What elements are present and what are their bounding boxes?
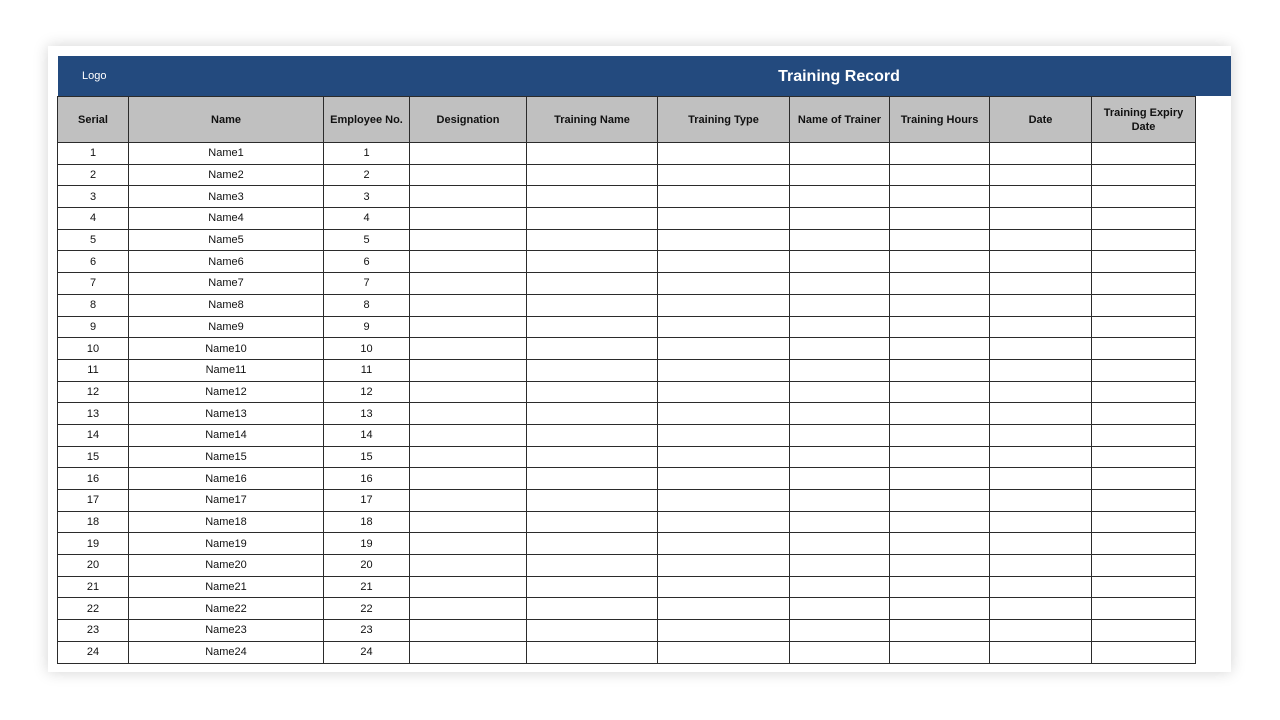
column-header-date: Date	[990, 97, 1092, 143]
cell-serial: 1	[58, 143, 129, 165]
cell-date	[990, 164, 1092, 186]
cell-training-name	[527, 598, 658, 620]
cell-name-of-trainer	[790, 403, 890, 425]
document-title: Training Record	[778, 68, 900, 85]
cell-employee-no: 23	[324, 620, 410, 642]
cell-designation	[410, 338, 527, 360]
cell-training-type	[658, 576, 790, 598]
cell-designation	[410, 468, 527, 490]
cell-training-name	[527, 468, 658, 490]
cell-training-hours	[890, 576, 990, 598]
cell-name-of-trainer	[790, 576, 890, 598]
cell-training-expiry-date	[1092, 598, 1196, 620]
cell-serial: 2	[58, 164, 129, 186]
cell-date	[990, 381, 1092, 403]
cell-name: Name9	[129, 316, 324, 338]
cell-training-type	[658, 641, 790, 663]
cell-serial: 4	[58, 208, 129, 230]
cell-name: Name7	[129, 273, 324, 295]
cell-training-type	[658, 620, 790, 642]
cell-training-name	[527, 381, 658, 403]
table-row	[58, 273, 1196, 295]
cell-serial: 20	[58, 555, 129, 577]
column-header-training-hours: Training Hours	[890, 97, 990, 143]
cell-training-name	[527, 316, 658, 338]
cell-serial: 21	[58, 576, 129, 598]
cell-name: Name15	[129, 446, 324, 468]
cell-employee-no: 7	[324, 273, 410, 295]
cell-training-expiry-date	[1092, 490, 1196, 512]
cell-serial: 14	[58, 424, 129, 446]
cell-date	[990, 208, 1092, 230]
cell-designation	[410, 294, 527, 316]
cell-training-hours	[890, 208, 990, 230]
cell-name: Name3	[129, 186, 324, 208]
cell-employee-no: 21	[324, 576, 410, 598]
table-row	[58, 143, 1196, 165]
column-header-training-expiry-date: Training Expiry Date	[1092, 97, 1196, 143]
cell-training-expiry-date	[1092, 143, 1196, 165]
cell-training-type	[658, 359, 790, 381]
cell-training-type	[658, 273, 790, 295]
cell-date	[990, 359, 1092, 381]
cell-designation	[410, 208, 527, 230]
cell-training-type	[658, 316, 790, 338]
cell-training-expiry-date	[1092, 208, 1196, 230]
cell-designation	[410, 533, 527, 555]
cell-name: Name2	[129, 164, 324, 186]
cell-date	[990, 186, 1092, 208]
cell-designation	[410, 511, 527, 533]
cell-date	[990, 598, 1092, 620]
cell-training-expiry-date	[1092, 186, 1196, 208]
cell-name: Name6	[129, 251, 324, 273]
cell-training-expiry-date	[1092, 338, 1196, 360]
cell-designation	[410, 576, 527, 598]
cell-designation	[410, 186, 527, 208]
cell-date	[990, 229, 1092, 251]
cell-name: Name1	[129, 143, 324, 165]
cell-name: Name18	[129, 511, 324, 533]
column-header-serial: Serial	[58, 97, 129, 143]
cell-serial: 5	[58, 229, 129, 251]
cell-training-name	[527, 229, 658, 251]
cell-name-of-trainer	[790, 164, 890, 186]
cell-training-type	[658, 511, 790, 533]
cell-training-type	[658, 555, 790, 577]
cell-training-expiry-date	[1092, 316, 1196, 338]
cell-training-type	[658, 186, 790, 208]
cell-name-of-trainer	[790, 468, 890, 490]
table-row	[58, 359, 1196, 381]
cell-training-expiry-date	[1092, 468, 1196, 490]
table-row	[58, 576, 1196, 598]
cell-training-name	[527, 164, 658, 186]
cell-date	[990, 533, 1092, 555]
cell-serial: 22	[58, 598, 129, 620]
cell-designation	[410, 164, 527, 186]
header-row	[58, 97, 1196, 143]
cell-training-expiry-date	[1092, 381, 1196, 403]
cell-serial: 15	[58, 446, 129, 468]
cell-training-expiry-date	[1092, 403, 1196, 425]
cell-employee-no: 16	[324, 468, 410, 490]
cell-serial: 11	[58, 359, 129, 381]
cell-designation	[410, 446, 527, 468]
column-header-training-name: Training Name	[527, 97, 658, 143]
cell-name-of-trainer	[790, 641, 890, 663]
cell-training-expiry-date	[1092, 555, 1196, 577]
table-row	[58, 446, 1196, 468]
cell-employee-no: 4	[324, 208, 410, 230]
cell-employee-no: 6	[324, 251, 410, 273]
table-row	[58, 381, 1196, 403]
table-row	[58, 229, 1196, 251]
cell-training-hours	[890, 620, 990, 642]
cell-date	[990, 468, 1092, 490]
table-row	[58, 251, 1196, 273]
cell-name: Name21	[129, 576, 324, 598]
cell-designation	[410, 555, 527, 577]
cell-date	[990, 316, 1092, 338]
cell-name-of-trainer	[790, 251, 890, 273]
cell-training-expiry-date	[1092, 576, 1196, 598]
cell-training-hours	[890, 403, 990, 425]
cell-training-type	[658, 164, 790, 186]
cell-training-expiry-date	[1092, 164, 1196, 186]
cell-training-type	[658, 533, 790, 555]
cell-name: Name14	[129, 424, 324, 446]
cell-training-hours	[890, 468, 990, 490]
cell-name: Name12	[129, 381, 324, 403]
column-header-name-of-trainer: Name of Trainer	[790, 97, 890, 143]
cell-training-type	[658, 208, 790, 230]
cell-name: Name22	[129, 598, 324, 620]
cell-training-expiry-date	[1092, 229, 1196, 251]
cell-employee-no: 14	[324, 424, 410, 446]
cell-training-hours	[890, 316, 990, 338]
cell-date	[990, 338, 1092, 360]
cell-designation	[410, 490, 527, 512]
cell-training-hours	[890, 229, 990, 251]
cell-employee-no: 1	[324, 143, 410, 165]
cell-training-name	[527, 641, 658, 663]
cell-training-name	[527, 555, 658, 577]
cell-designation	[410, 424, 527, 446]
column-header-training-type: Training Type	[658, 97, 790, 143]
cell-name: Name10	[129, 338, 324, 360]
table-row	[58, 620, 1196, 642]
cell-training-hours	[890, 143, 990, 165]
cell-training-type	[658, 251, 790, 273]
cell-serial: 7	[58, 273, 129, 295]
cell-date	[990, 555, 1092, 577]
cell-employee-no: 5	[324, 229, 410, 251]
table-body	[58, 143, 1196, 664]
cell-name-of-trainer	[790, 555, 890, 577]
cell-serial: 9	[58, 316, 129, 338]
table-row	[58, 511, 1196, 533]
cell-training-name	[527, 424, 658, 446]
cell-name: Name5	[129, 229, 324, 251]
cell-training-type	[658, 229, 790, 251]
cell-name-of-trainer	[790, 598, 890, 620]
cell-date	[990, 620, 1092, 642]
cell-training-name	[527, 186, 658, 208]
cell-date	[990, 490, 1092, 512]
cell-training-expiry-date	[1092, 251, 1196, 273]
cell-name-of-trainer	[790, 186, 890, 208]
cell-training-name	[527, 490, 658, 512]
cell-date	[990, 403, 1092, 425]
cell-designation	[410, 598, 527, 620]
cell-training-type	[658, 338, 790, 360]
cell-name: Name24	[129, 641, 324, 663]
cell-training-type	[658, 490, 790, 512]
cell-employee-no: 19	[324, 533, 410, 555]
cell-name: Name23	[129, 620, 324, 642]
cell-training-hours	[890, 641, 990, 663]
cell-training-name	[527, 576, 658, 598]
cell-training-hours	[890, 359, 990, 381]
cell-employee-no: 13	[324, 403, 410, 425]
training-record-table	[57, 96, 1196, 664]
cell-employee-no: 8	[324, 294, 410, 316]
cell-name-of-trainer	[790, 273, 890, 295]
cell-training-name	[527, 403, 658, 425]
cell-name-of-trainer	[790, 511, 890, 533]
cell-serial: 3	[58, 186, 129, 208]
cell-serial: 17	[58, 490, 129, 512]
cell-designation	[410, 403, 527, 425]
cell-training-type	[658, 403, 790, 425]
cell-training-name	[527, 533, 658, 555]
cell-designation	[410, 620, 527, 642]
cell-training-hours	[890, 598, 990, 620]
cell-employee-no: 18	[324, 511, 410, 533]
cell-name-of-trainer	[790, 620, 890, 642]
cell-training-hours	[890, 338, 990, 360]
cell-name-of-trainer	[790, 229, 890, 251]
cell-training-name	[527, 294, 658, 316]
cell-training-expiry-date	[1092, 359, 1196, 381]
table-row	[58, 338, 1196, 360]
cell-name-of-trainer	[790, 338, 890, 360]
cell-name-of-trainer	[790, 446, 890, 468]
cell-name-of-trainer	[790, 381, 890, 403]
cell-name: Name16	[129, 468, 324, 490]
logo-placeholder: Logo	[82, 70, 107, 82]
cell-training-type	[658, 468, 790, 490]
header-bar	[58, 56, 1231, 96]
cell-training-type	[658, 598, 790, 620]
cell-serial: 10	[58, 338, 129, 360]
cell-name-of-trainer	[790, 143, 890, 165]
cell-serial: 8	[58, 294, 129, 316]
cell-employee-no: 2	[324, 164, 410, 186]
cell-training-expiry-date	[1092, 446, 1196, 468]
cell-employee-no: 24	[324, 641, 410, 663]
cell-serial: 6	[58, 251, 129, 273]
cell-training-hours	[890, 424, 990, 446]
cell-name: Name17	[129, 490, 324, 512]
cell-date	[990, 446, 1092, 468]
cell-serial: 16	[58, 468, 129, 490]
cell-employee-no: 10	[324, 338, 410, 360]
table-row	[58, 533, 1196, 555]
cell-date	[990, 273, 1092, 295]
cell-name-of-trainer	[790, 424, 890, 446]
cell-name: Name13	[129, 403, 324, 425]
table-row	[58, 490, 1196, 512]
cell-training-hours	[890, 164, 990, 186]
cell-serial: 12	[58, 381, 129, 403]
cell-designation	[410, 381, 527, 403]
cell-training-name	[527, 446, 658, 468]
cell-serial: 24	[58, 641, 129, 663]
cell-training-expiry-date	[1092, 511, 1196, 533]
cell-training-expiry-date	[1092, 533, 1196, 555]
cell-name-of-trainer	[790, 208, 890, 230]
cell-designation	[410, 251, 527, 273]
cell-training-hours	[890, 381, 990, 403]
cell-designation	[410, 641, 527, 663]
cell-designation	[410, 229, 527, 251]
cell-name: Name8	[129, 294, 324, 316]
cell-training-expiry-date	[1092, 620, 1196, 642]
cell-date	[990, 511, 1092, 533]
cell-date	[990, 641, 1092, 663]
cell-name-of-trainer	[790, 359, 890, 381]
cell-employee-no: 9	[324, 316, 410, 338]
cell-training-name	[527, 511, 658, 533]
cell-training-hours	[890, 251, 990, 273]
column-header-designation: Designation	[410, 97, 527, 143]
column-header-name: Name	[129, 97, 324, 143]
cell-training-name	[527, 251, 658, 273]
cell-date	[990, 576, 1092, 598]
table-row	[58, 164, 1196, 186]
cell-serial: 18	[58, 511, 129, 533]
cell-designation	[410, 273, 527, 295]
cell-date	[990, 294, 1092, 316]
cell-employee-no: 12	[324, 381, 410, 403]
cell-training-hours	[890, 533, 990, 555]
cell-training-name	[527, 208, 658, 230]
cell-employee-no: 22	[324, 598, 410, 620]
table-row	[58, 555, 1196, 577]
cell-training-expiry-date	[1092, 424, 1196, 446]
table-row	[58, 294, 1196, 316]
cell-name: Name11	[129, 359, 324, 381]
cell-training-expiry-date	[1092, 294, 1196, 316]
cell-name: Name20	[129, 555, 324, 577]
cell-name-of-trainer	[790, 490, 890, 512]
cell-training-hours	[890, 446, 990, 468]
cell-serial: 13	[58, 403, 129, 425]
cell-training-hours	[890, 186, 990, 208]
table-row	[58, 316, 1196, 338]
cell-training-hours	[890, 273, 990, 295]
cell-name: Name4	[129, 208, 324, 230]
cell-date	[990, 143, 1092, 165]
cell-employee-no: 20	[324, 555, 410, 577]
cell-employee-no: 11	[324, 359, 410, 381]
cell-employee-no: 3	[324, 186, 410, 208]
cell-name-of-trainer	[790, 533, 890, 555]
cell-training-type	[658, 294, 790, 316]
cell-employee-no: 15	[324, 446, 410, 468]
cell-designation	[410, 316, 527, 338]
column-header-employee-no: Employee No.	[324, 97, 410, 143]
cell-training-name	[527, 273, 658, 295]
cell-training-type	[658, 446, 790, 468]
cell-employee-no: 17	[324, 490, 410, 512]
cell-name-of-trainer	[790, 294, 890, 316]
cell-name: Name19	[129, 533, 324, 555]
table-row	[58, 598, 1196, 620]
cell-training-name	[527, 359, 658, 381]
cell-training-hours	[890, 511, 990, 533]
cell-training-hours	[890, 555, 990, 577]
table-row	[58, 403, 1196, 425]
cell-training-hours	[890, 294, 990, 316]
cell-designation	[410, 143, 527, 165]
table-row	[58, 186, 1196, 208]
cell-serial: 19	[58, 533, 129, 555]
cell-training-expiry-date	[1092, 641, 1196, 663]
cell-training-expiry-date	[1092, 273, 1196, 295]
cell-training-type	[658, 381, 790, 403]
cell-training-name	[527, 143, 658, 165]
cell-date	[990, 424, 1092, 446]
cell-training-name	[527, 338, 658, 360]
table-row	[58, 424, 1196, 446]
cell-date	[990, 251, 1092, 273]
cell-training-type	[658, 424, 790, 446]
cell-training-name	[527, 620, 658, 642]
table-row	[58, 641, 1196, 663]
cell-designation	[410, 359, 527, 381]
table-row	[58, 468, 1196, 490]
cell-serial: 23	[58, 620, 129, 642]
cell-training-hours	[890, 490, 990, 512]
table-row	[58, 208, 1196, 230]
cell-training-type	[658, 143, 790, 165]
cell-name-of-trainer	[790, 316, 890, 338]
